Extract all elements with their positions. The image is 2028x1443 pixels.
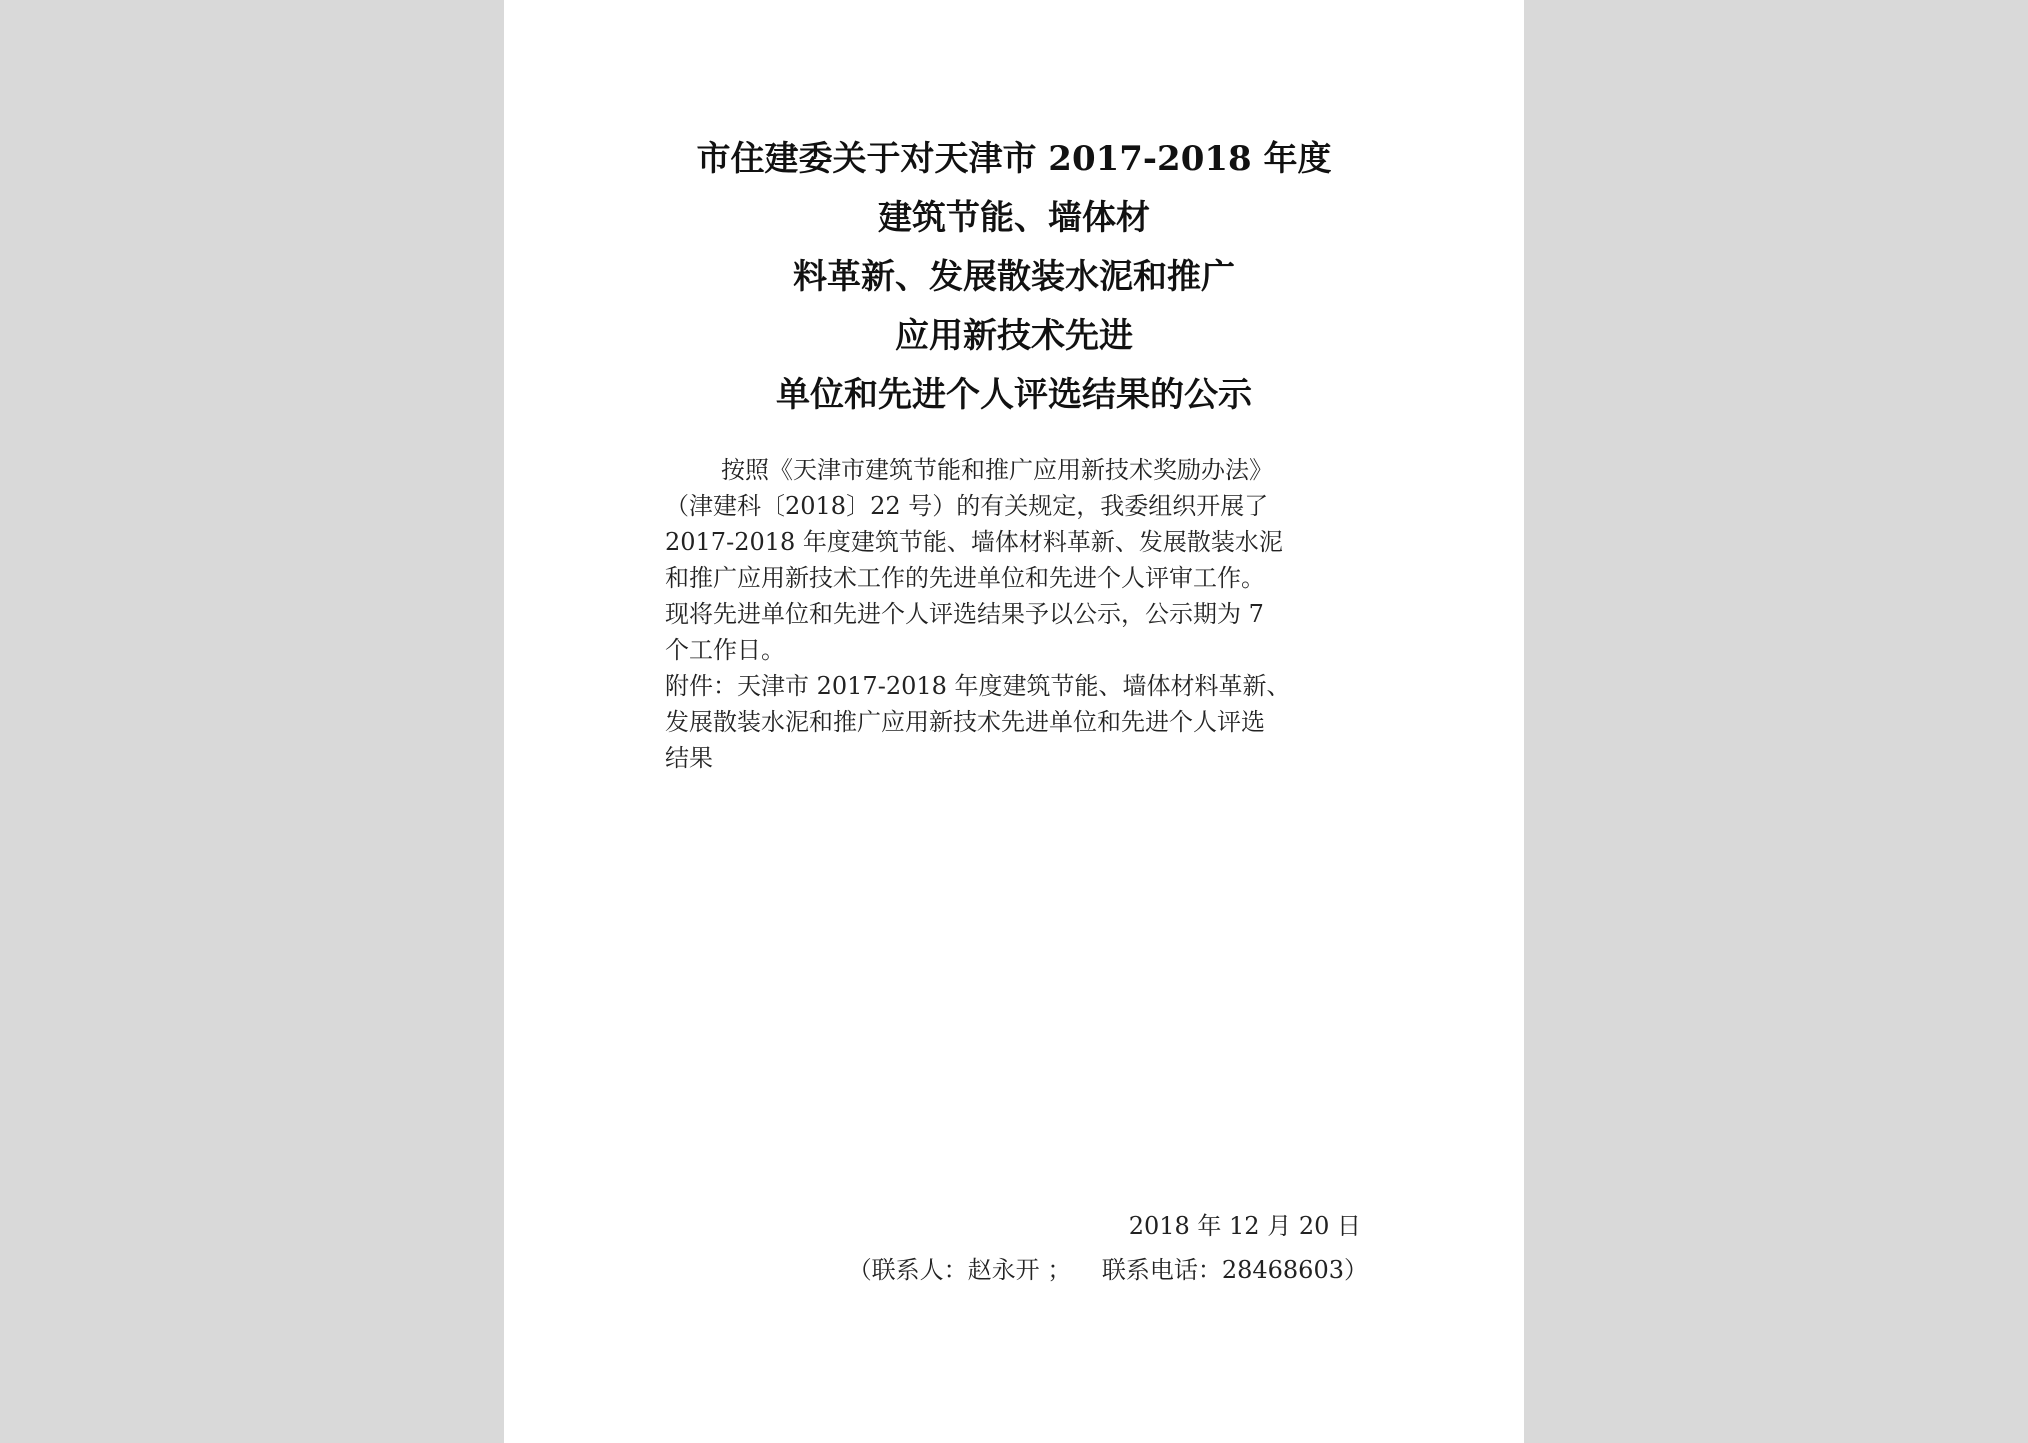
- title-line: 应用新技术先进: [895, 316, 1133, 356]
- document-date: 2018 年 12 月 20 日: [1128, 1212, 1361, 1240]
- attachment-line: 发展散装水泥和推广应用新技术先进单位和先进个人评选: [665, 708, 1265, 736]
- title-line: 市住建委关于对天津市 2017-2018 年度: [696, 139, 1332, 179]
- body-line: 个工作日。: [665, 636, 785, 664]
- body-line: 按照《天津市建筑节能和推广应用新技术奖励办法》: [721, 456, 1273, 484]
- attachment-line: 附件：天津市 2017-2018 年度建筑节能、墙体材料革新、: [665, 672, 1291, 700]
- document-body: [665, 452, 1365, 776]
- body-line: 现将先进单位和先进个人评选结果予以公示，公示期为 7: [665, 600, 1264, 628]
- document-title: [504, 130, 1524, 425]
- document-page: [504, 0, 1524, 1443]
- body-line: 2017-2018 年度建筑节能、墙体材料革新、发展散装水泥: [665, 528, 1283, 556]
- contact-info: （联系人：赵永开 ； 联系电话：28468603）: [847, 1256, 1368, 1284]
- body-line: （津建科〔2018〕22 号）的有关规定，我委组织开展了: [665, 492, 1269, 520]
- title-line: 建筑节能、墙体材: [878, 198, 1150, 238]
- title-line: 单位和先进个人评选结果的公示: [776, 375, 1252, 415]
- title-line: 料革新、发展散装水泥和推广: [793, 257, 1235, 297]
- body-line: 和推广应用新技术工作的先进单位和先进个人评审工作。: [665, 564, 1265, 592]
- attachment-line: 结果: [665, 744, 713, 772]
